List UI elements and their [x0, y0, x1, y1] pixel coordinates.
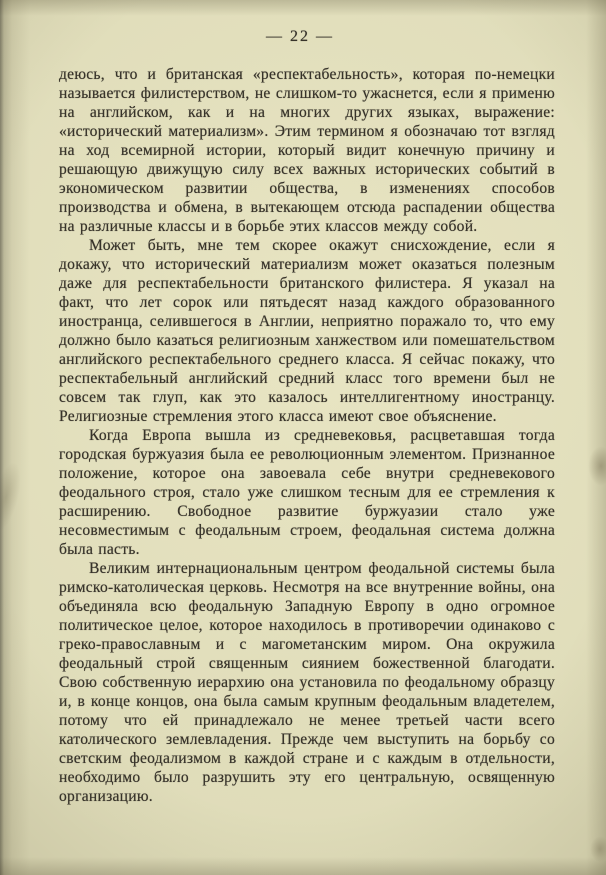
page-number: — 22 —: [266, 28, 334, 45]
paragraph: Когда Европа вышла из средневековья, расцветавшая тогда городская буржуазия была ее революционным элементом. Признанное положение, которое она завоевала себе внутри средневекового феодального строя, стало уже слишком тесным для ее стремления к расширению. Свободное развитие буржуазии стало уже несовместимым с феодальным строем, феодальная система должна была пасть.: [59, 427, 555, 558]
scan-artifact: [0, 460, 26, 534]
paragraph: деюсь, что и британская «респектабельность», которая по-немецки называется филистерством, не слишком-то ужаснется, если я применю на английском, как и на многих других языках, выражение: «исторический материализм». Этим термином я обозначаю тот взгляд на ход всемирной истории, который видит конечную причину и решающую движущую силу всех важных исторических событий в экономическом развитии общества, в изменениях способов производства и обмена, в вытекающем отсюда распадении общества на различные классы и в борьбе этих классов между собой.: [59, 66, 555, 235]
scan-artifact: [590, 836, 606, 862]
scan-artifact: [588, 446, 606, 486]
paragraph: Великим интернациональным центром феодальной системы была римско-католическая церковь. Несмотря на все внутренние войны, она объединяла всю феодальную Западную Европу в одно огромное политическое целое, которое находилось в противоречии одинаково с греко-православным и с магометанским миром. Она окружила феодальный строй священным сиянием божественной благодати. Свою собственную иерархию она установила по феодальному образцу и, в конце концов, она была самым крупным феодальным владетелем, потому что ей принадлежало не менее третьей части всего католического землевладения. Прежде чем выступить на борьбу со светским феодализмом в каждой стране и с каждым в отдельности, необходимо было разрушить эту его центральную, освященную организацию.: [59, 560, 555, 805]
page-text: [59, 65, 555, 806]
paragraph: Может быть, мне тем скорее окажут снисхождение, если я докажу, что исторический материализм может оказаться полезным даже для респектабельности британского филистера. Я указал на факт, что лет сорок или пятьдесят назад каждого образованного иностранца, селившегося в Англии, неприятно поражало то, что ему должно было казаться религиозным ханжеством или помешательством английского респектабельного среднего класса. Я сейчас покажу, что респектабельный английский средний класс того времени был не совсем так глуп, как это казалось интеллигентному иностранцу. Религиозные стремления этого класса имеют свое объяснение.: [59, 237, 555, 425]
